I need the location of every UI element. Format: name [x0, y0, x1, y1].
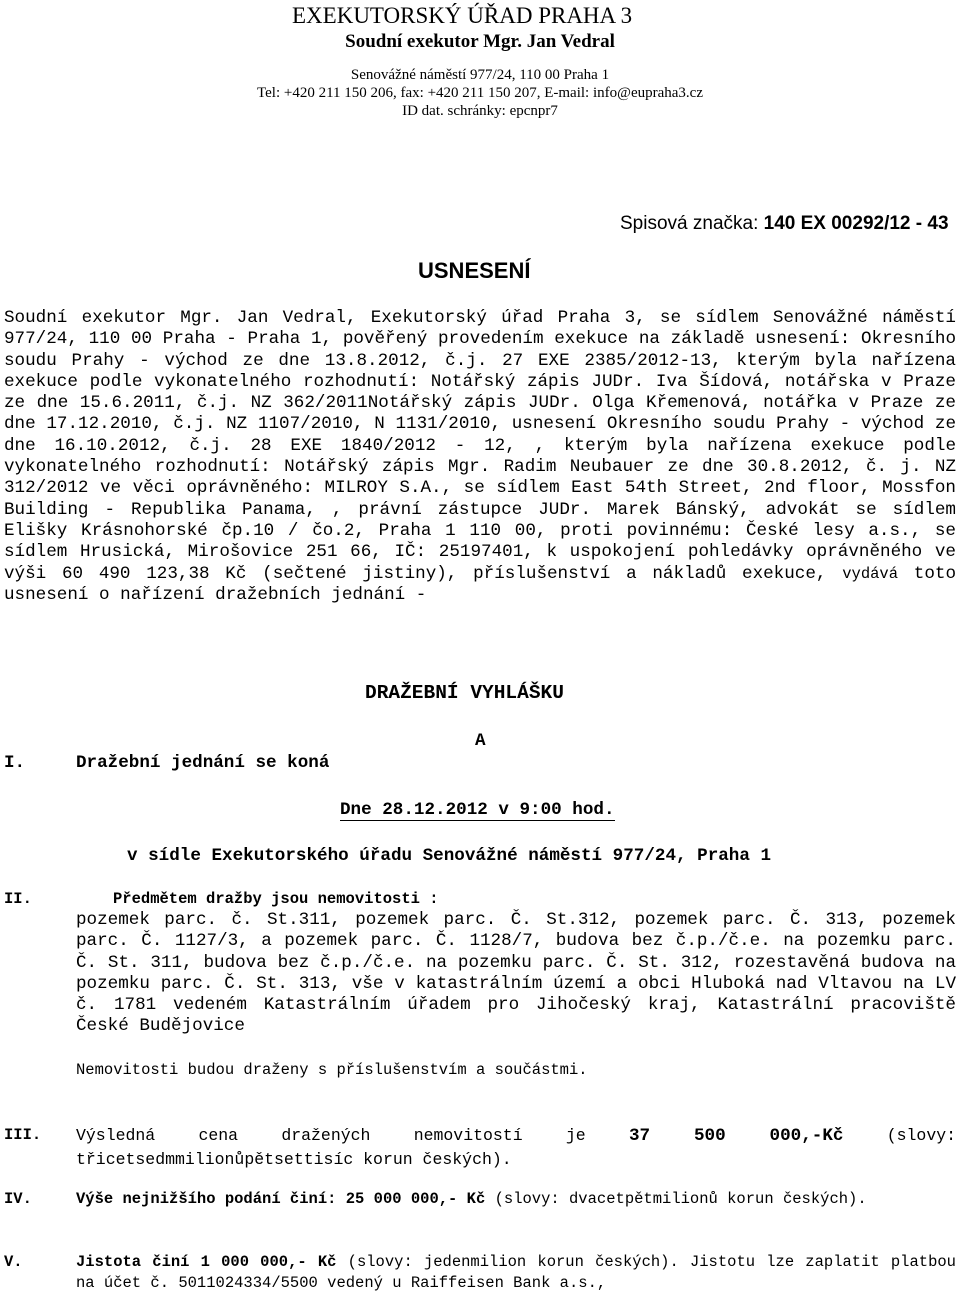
letter-a: A — [475, 731, 486, 751]
section-3-amount: 37 500 000,-Kč — [628, 1126, 844, 1146]
office-address: Senovážné náměstí 977/24, 110 00 Praha 1 — [350, 67, 610, 83]
section-2-note: Nemovitosti budou draženy s příslušenstvím a součástmi. — [76, 1061, 588, 1079]
section-3-pre: Výsledná cena dražených nemovitostí je — [76, 1126, 586, 1145]
section-2-number: II. — [4, 890, 32, 908]
file-reference-label: Spisová značka: — [620, 213, 759, 234]
section-1-text: Dražební jednání se koná — [76, 753, 330, 773]
data-box-id: ID dat. schránky: epcnpr7 — [402, 103, 558, 119]
section-5-body — [76, 1252, 956, 1294]
section-4-body — [76, 1189, 956, 1210]
section-5-post: (slovy: jedenmilion korun českých). Jistotu lze zaplatit platbou na účet č. 5011024334/5500 vedený u Raiffeisen Bank a.s., — [76, 1253, 956, 1292]
auction-place: v sídle Exekutorského úřadu Senovážné náměstí 977/24, Praha 1 — [127, 846, 772, 866]
section-3-number: III. — [4, 1126, 42, 1144]
document-heading: USNESENÍ — [418, 258, 531, 283]
auction-title: DRAŽEBNÍ VYHLÁŠKU — [365, 682, 564, 704]
executor-name: Soudní exekutor Mgr. Jan Vedral — [345, 31, 615, 52]
section-3-post: (slovy: třicetsedmmilionůpětsettisíc korun českých). — [76, 1126, 957, 1169]
section-4-pre: Výše nejnižšího podání činí: 25 000 000,- Kč — [76, 1190, 486, 1208]
file-reference — [620, 213, 949, 235]
auction-date: Dne 28.12.2012 v 9:00 hod. — [340, 800, 615, 820]
office-contact: Tel: +420 211 150 206, fax: +420 211 150 207, E-mail: info@eupraha3.cz — [257, 85, 703, 101]
section-4-post: (slovy: dvacetpětmilionů korun českých). — [494, 1190, 867, 1208]
section-1-number: I. — [4, 753, 26, 773]
intro-text: Soudní exekutor Mgr. Jan Vedral, Exekutorský úřad Praha 3, se sídlem Senovážné náměstí 977/24, 110 00 Praha - Praha 1, pověřený provedením exekuce na základě usnesení: Okresního soudu Prahy - východ ze dne 13.8.2012, č.j. 27 EXE 2385/2012-13, kterým byla nařízena exekuce podle vykonatelného rozhodnutí: Notářský zápis JUDr. Iva Šídová, notářska v Praze ze dne 15.6.2011, č.j. NZ 362/2011Notářský zápis JUDr. Olga Křemenová, notářka v Praze ze dne 17.12.2010, č.j. NZ 1107/2010, N 1131/2010, usnesení Okresního soudu Prahy - východ ze dne 16.10.2012, č.j. 28 EXE 1840/2012 - 12, , kterým byla nařízena exekuce podle vykonatelného rozhodnutí: Notářský zápis Mgr. Radim Neubauer ze dne 30.8.2012, č. j. NZ 312/2012 ve věci oprávněného: MILROY S.A., se sídlem East 54th Street, 2nd floor, Mossfon Building - Republika Panama, , právní zástupce JUDr. Marek Bánský, advokát se sídlem Elišky Krásnohorské čp.10 / čo.2, Praha 1 110 00, proti povinnému: České lesy a.s., se sídlem Hrusická, Mirošovice 251 66, IČ: 25197401, k uspokojení pohledávky oprávněného ve výši 60 490 123,38 Kč (sečtené jistiny), příslušenství a nákladů exekuce, — [4, 308, 956, 584]
section-2-heading: Předmětem dražby jsou nemovitosti : — [113, 890, 439, 908]
office-name: EXEKUTORSKÝ ÚŘAD PRAHA 3 — [292, 3, 633, 28]
section-3-body — [76, 1124, 956, 1171]
intro-tail-small: vydává — [842, 564, 899, 583]
section-2-body: pozemek parc. č. St.311, pozemek parc. Č. St.312, pozemek parc. Č. 313, pozemek parc. Č. 1127/3, a pozemek parc. Č. 1128/7, budova bez č.p./č.e. na pozemku parc. Č. St. 311, budova bez č.p./č.e. na pozemku parc. Č. St. 312, rozestavěná budova na pozemku parc. Č. St. 313, vše v katastrálním území a obci Hluboká nad Vltavou na LV č. 1781 vedeném Katastrálním úřadem pro Jihočeský kraj, Katastrální pracoviště České Budějovice — [76, 910, 956, 1037]
intro-tail: toto usnesení o nařízení dražebních jednání - — [4, 563, 956, 605]
section-5-pre: Jistota činí 1 000 000,- Kč — [76, 1253, 337, 1271]
section-4-number: IV. — [4, 1190, 32, 1208]
file-reference-value: 140 EX 00292/12 - 43 — [763, 213, 949, 234]
section-5-number: V. — [4, 1253, 23, 1271]
intro-paragraph — [4, 308, 956, 606]
